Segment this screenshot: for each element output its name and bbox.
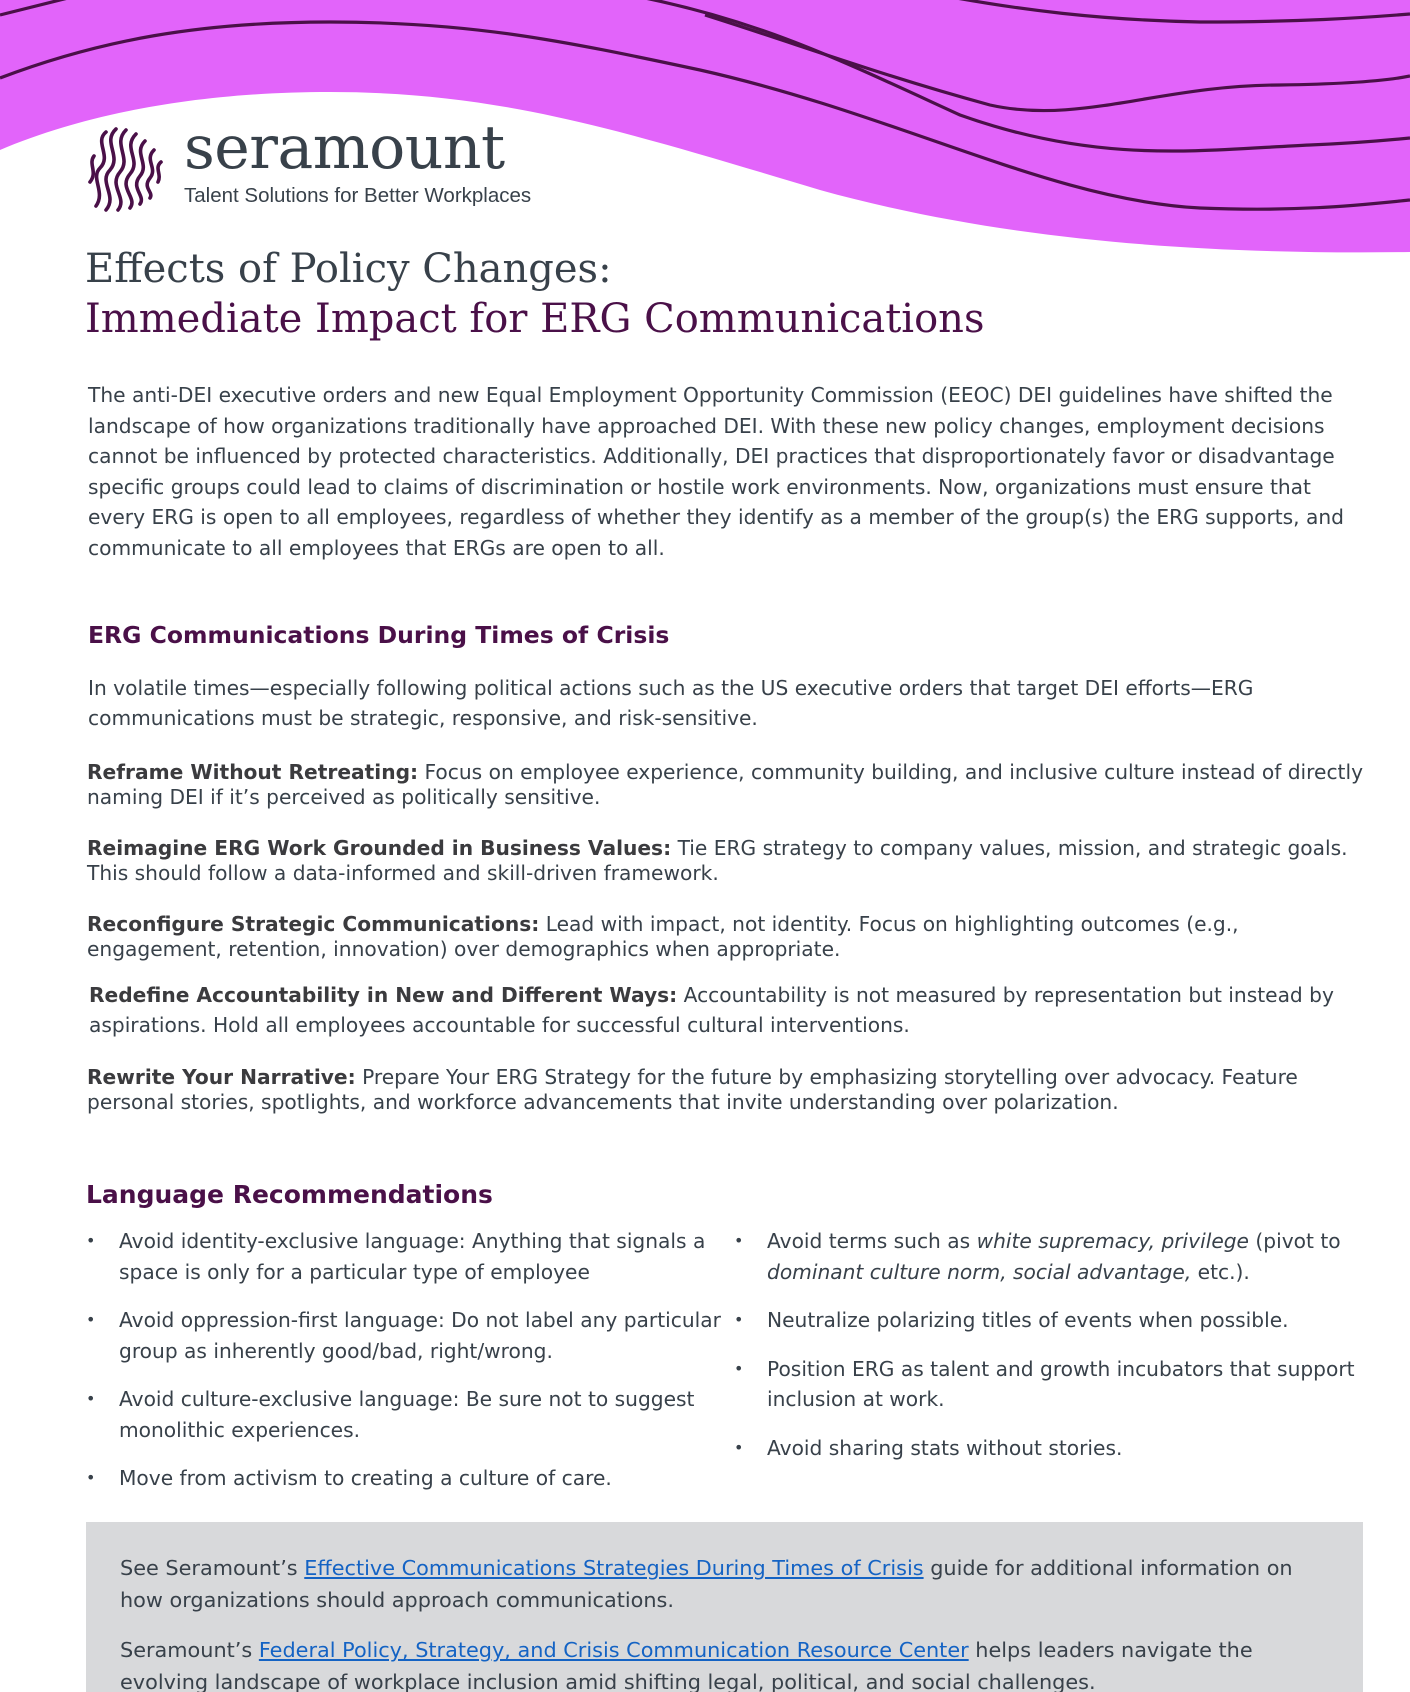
page-title (85, 244, 984, 344)
crisis-item-label: Reconfigure Strategic Communications: (87, 912, 540, 936)
list-item: • Move from activism to creating a culture of care. (86, 1463, 736, 1494)
callout-paragraph-1 (120, 1552, 1320, 1616)
brand-name: seramount (184, 113, 505, 183)
callout-paragraph-2 (120, 1634, 1320, 1692)
resources-callout (86, 1522, 1363, 1692)
crisis-communications-guide-link[interactable]: Effective Communications Strategies During Times of Crisis (304, 1556, 924, 1580)
callout-text: helps leaders navigate the evolving landscape of workplace inclusion amid shifting legal, political, and social challenges. (120, 1638, 1253, 1692)
list-item-text: etc.). (1191, 1259, 1250, 1284)
language-list-left (86, 1226, 736, 1512)
crisis-item-text: Tie ERG strategy to company values, mission, and strategic goals. This should follow a data-informed and skill-driven framework. (87, 836, 1348, 885)
italic-term: dominant culture norm, social advantage, (767, 1259, 1192, 1284)
crisis-item-text: Lead with impact, not identity. Focus on highlighting outcomes (e.g., engagement, retention, innovation) over demographics when appropriate. (87, 912, 1239, 961)
callout-text: guide for additional information on how organizations should approach communications. (120, 1556, 1293, 1612)
crisis-item-label: Redefine Accountability in New and Different Ways: (89, 983, 678, 1007)
seramount-logo (84, 113, 532, 212)
list-item: • Position ERG as talent and growth incubators that support inclusion at work. (734, 1354, 1364, 1415)
intro-paragraph: The anti-DEI executive orders and new Equal Employment Opportunity Commission (EEOC) DEI guidelines have shifted the landscape of how organizations traditionally have approached DEI. With these new policy changes, employment decisions cannot be influenced by protected characteristics. Additionally, DEI practices that disproportionately favor or disadvantage specific groups could lead to claims of discrimination or hostile work environments. Now, organizations must ensure that every ERG is open to all employees, regardless of whether they identify as a member of the group(s) the ERG supports, and communicate to all employees that ERGs are open to all. (88, 383, 1345, 560)
crisis-item-label: Reimagine ERG Work Grounded in Business Values: (87, 836, 672, 860)
crisis-item (87, 836, 1372, 886)
crisis-item-label: Rewrite Your Narrative: (87, 1065, 356, 1089)
seramount-swirl-icon (84, 126, 166, 212)
crisis-item-text: Focus on employee experience, community building, and inclusive culture instead of directly naming DEI if it’s perceived as politically sensitive. (87, 760, 1364, 809)
italic-term: white supremacy, privilege (976, 1229, 1249, 1253)
crisis-item-text: Prepare Your ERG Strategy for the future by emphasizing storytelling over advocacy. Feature personal stories, spotlights, and workforce advancements that invite understanding over polarization. (87, 1065, 1298, 1114)
brand-tagline: Talent Solutions for Better Workplaces (184, 184, 532, 207)
list-item: • Avoid oppression-first language: Do not label any particular group as inherently good/bad, right/wrong. (86, 1305, 736, 1366)
list-item: • Avoid sharing stats without stories. (734, 1433, 1364, 1464)
crisis-item (89, 980, 1374, 1040)
list-item-text: (pivot to (1248, 1229, 1341, 1253)
list-item-text: Avoid terms such as (767, 1229, 977, 1253)
list-item: • Neutralize polarizing titles of events when possible. (734, 1305, 1364, 1336)
crisis-intro-paragraph: In volatile times—especially following political actions such as the US executive orders that target DEI efforts—ERG communications must be strategic, responsive, and risk-sensitive. (88, 676, 1254, 730)
list-item: • Avoid identity-exclusive language: Anything that signals a space is only for a particular type of employee (86, 1226, 736, 1287)
crisis-item (87, 912, 1372, 962)
crisis-item (87, 1065, 1372, 1115)
crisis-item (87, 760, 1372, 810)
language-list-right (734, 1226, 1364, 1481)
callout-text: See Seramount’s (120, 1556, 305, 1580)
section-heading-language: Language Recommendations (86, 1180, 493, 1209)
callout-text: Seramount’s (120, 1638, 259, 1662)
section-heading-crisis: ERG Communications During Times of Crisis (88, 621, 670, 649)
list-item: • Avoid culture-exclusive language: Be sure not to suggest monolithic experiences. (86, 1384, 736, 1445)
resource-center-link[interactable]: Federal Policy, Strategy, and Crisis Communication Resource Center (258, 1638, 969, 1662)
crisis-item-text: Accountability is not measured by representation but instead by aspirations. Hold all employees accountable for successful cultural interventions. (89, 983, 1334, 1037)
title-line-1: Effects of Policy Changes: (85, 246, 612, 292)
crisis-item-label: Reframe Without Retreating: (87, 760, 419, 784)
list-item (734, 1226, 1364, 1287)
title-line-2: Immediate Impact for ERG Communications (85, 296, 985, 342)
